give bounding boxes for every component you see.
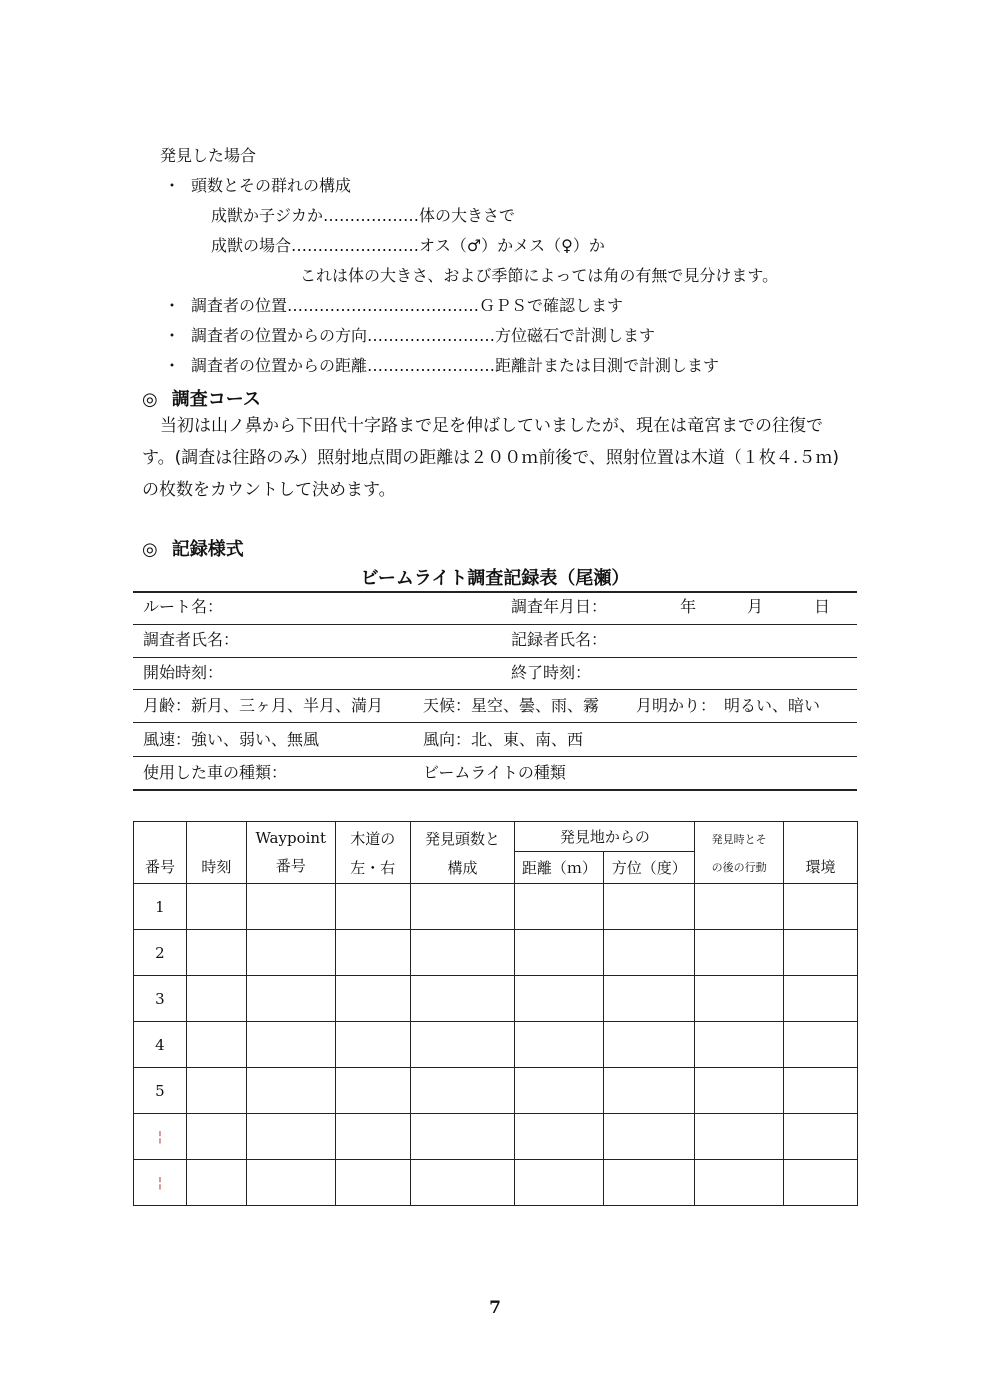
table-cell (246, 1022, 335, 1068)
month-label: 月 (747, 597, 764, 616)
sub-adult-or-fawn: 成獣か子ジカか………………体の大きさで (211, 206, 516, 225)
header-behavior-line-1: 発見時とそ (711, 832, 767, 846)
bullet-1: ・ (164, 176, 181, 195)
table-cell (410, 976, 515, 1022)
table-cell (335, 1114, 410, 1160)
bullet-2: ・ (164, 296, 181, 315)
table-cell (335, 976, 410, 1022)
weather-label: 天候：星空、曇、雨、霧 (423, 696, 600, 715)
row-continuation-mark: ¦ (134, 1114, 187, 1160)
bullet-4: ・ (164, 356, 181, 375)
table-cell (695, 976, 784, 1022)
moon-phase-label: 月齢：新月、三ヶ月、半月、満月 (143, 696, 384, 715)
header-time: 時刻 (186, 822, 246, 884)
wind-direction-label: 風向：北、東、南、西 (423, 730, 584, 749)
table-cell (410, 1022, 515, 1068)
table-cell (515, 1022, 604, 1068)
header-from-location: 発見地からの (515, 822, 695, 852)
header-behavior-line-2: の後の行動 (711, 860, 767, 874)
table-cell (515, 884, 604, 930)
record-heading (142, 535, 244, 561)
item-direction: 調査者の位置からの方向……………………方位磁石で計測します (191, 326, 656, 345)
table-cell (186, 1022, 246, 1068)
table-cell (515, 930, 604, 976)
table-cell (335, 884, 410, 930)
surveyor-name-label: 調査者氏名： (143, 630, 240, 649)
table-row (134, 1114, 858, 1160)
table-row (134, 1068, 858, 1114)
header-waypoint-line-2: 番号 (275, 857, 306, 875)
row-number: 1 (134, 884, 187, 930)
table-cell (695, 1022, 784, 1068)
table-cell (186, 976, 246, 1022)
table-cell (784, 1068, 858, 1114)
form-divider (133, 689, 857, 690)
table-cell (186, 884, 246, 930)
form-divider (133, 789, 857, 791)
table-cell (515, 1068, 604, 1114)
item-distance: 調査者の位置からの距離……………………距離計または目測で計測します (191, 356, 720, 375)
form-divider (133, 756, 857, 757)
table-cell (784, 1114, 858, 1160)
table-cell (410, 1114, 515, 1160)
table-cell (410, 930, 515, 976)
table-cell (695, 930, 784, 976)
row-number: 5 (134, 1068, 187, 1114)
table-cell (515, 1114, 604, 1160)
day-label: 日 (814, 597, 831, 616)
form-divider (133, 624, 857, 625)
table-cell (515, 1160, 604, 1206)
table-row (134, 930, 858, 976)
table-cell (246, 1068, 335, 1114)
course-heading-text: 調査コース (171, 389, 261, 410)
row-number: 3 (134, 976, 187, 1022)
row-number: 4 (134, 1022, 187, 1068)
header-environment: 環境 (784, 822, 858, 884)
form-divider (133, 591, 857, 593)
survey-date-label: 調査年月日： (511, 597, 608, 616)
table-cell (604, 976, 695, 1022)
table-cell (695, 1160, 784, 1206)
form-divider (133, 657, 857, 658)
table-cell (186, 1114, 246, 1160)
table-cell (604, 930, 695, 976)
row-number: 2 (134, 930, 187, 976)
course-heading (142, 385, 261, 411)
header-count (410, 822, 515, 884)
table-cell (335, 1160, 410, 1206)
table-cell (335, 1022, 410, 1068)
header-distance: 距離（ｍ） (515, 852, 604, 884)
header-boardwalk-side (335, 822, 410, 884)
item-surveyor-position: 調査者の位置………………………………ＧＰＳで確認します (191, 296, 624, 315)
table-cell (246, 930, 335, 976)
page-number: 7 (489, 1298, 501, 1318)
form-title: ビームライト調査記録表（尾瀬） (360, 568, 630, 589)
table-cell (186, 930, 246, 976)
form-divider (133, 722, 857, 723)
table-cell (246, 1114, 335, 1160)
header-number: 番号 (134, 822, 187, 884)
header-count-line-1: 発見頭数と (425, 829, 501, 848)
table-header-row (134, 822, 858, 852)
table-cell (784, 884, 858, 930)
header-direction: 方位（度） (604, 852, 695, 884)
header-boardwalk-line-1: 木道の (350, 829, 396, 848)
course-paragraph-line-3: の枚数をカウントして決めます。 (142, 480, 396, 500)
header-waypoint (246, 822, 335, 884)
row-continuation-mark: ¦ (134, 1160, 187, 1206)
table-row (134, 884, 858, 930)
table-cell (515, 976, 604, 1022)
moonlight-label: 月明かり： 明るい、暗い (636, 696, 821, 715)
circle-mark-icon: ◎ (142, 539, 158, 560)
table-row (134, 1160, 858, 1206)
table-cell (246, 884, 335, 930)
table-cell (186, 1160, 246, 1206)
table-cell (695, 1114, 784, 1160)
light-type-label: ビームライトの種類 (423, 763, 566, 782)
course-paragraph-line-2: す。(調査は往路のみ）照射地点間の距離は２００ｍ前後で、照射位置は木道（１枚４.５ｍ) (142, 448, 839, 468)
table-cell (604, 1114, 695, 1160)
table-cell (784, 1160, 858, 1206)
table-row (134, 1022, 858, 1068)
table-cell (335, 1068, 410, 1114)
table-cell (410, 1160, 515, 1206)
table-cell (784, 976, 858, 1022)
course-paragraph-line-1: 当初は山ノ鼻から下田代十字路まで足を伸ばしていましたが、現在は竜宮までの往復で (160, 416, 823, 436)
car-type-label: 使用した車の種類： (143, 763, 288, 782)
table-cell (604, 1160, 695, 1206)
table-cell (604, 884, 695, 930)
route-label: ルート名： (143, 597, 224, 616)
table-cell (604, 1022, 695, 1068)
circle-mark-icon: ◎ (142, 389, 158, 410)
table-cell (410, 884, 515, 930)
item-herd-composition: 頭数とその群れの構成 (191, 176, 352, 195)
found-intro: 発見した場合 (160, 146, 257, 165)
sub-adult-sex: 成獣の場合……………………オス（♂）かメス（♀）か (211, 236, 605, 255)
sub-distinguish-note: これは体の大きさ、および季節によっては角の有無で見分けます。 (300, 266, 779, 285)
header-behavior (695, 822, 784, 884)
table-cell (335, 930, 410, 976)
record-heading-text: 記録様式 (171, 539, 244, 560)
table-cell (410, 1068, 515, 1114)
year-label: 年 (680, 597, 697, 616)
table-cell (695, 884, 784, 930)
start-time-label: 開始時刻： (143, 663, 224, 682)
header-count-line-2: 構成 (447, 858, 478, 877)
end-time-label: 終了時刻： (511, 663, 592, 682)
table-row (134, 976, 858, 1022)
table-cell (246, 1160, 335, 1206)
table-cell (186, 1068, 246, 1114)
wind-speed-label: 風速：強い、弱い、無風 (143, 730, 320, 749)
header-boardwalk-line-2: 左・右 (350, 858, 396, 877)
table-cell (604, 1068, 695, 1114)
table-cell (784, 1022, 858, 1068)
header-waypoint-line-1: Waypoint (255, 829, 327, 847)
table-cell (246, 976, 335, 1022)
table-cell (784, 930, 858, 976)
recorder-name-label: 記録者氏名： (511, 630, 608, 649)
record-table (133, 821, 858, 1206)
table-cell (695, 1068, 784, 1114)
bullet-3: ・ (164, 326, 181, 345)
